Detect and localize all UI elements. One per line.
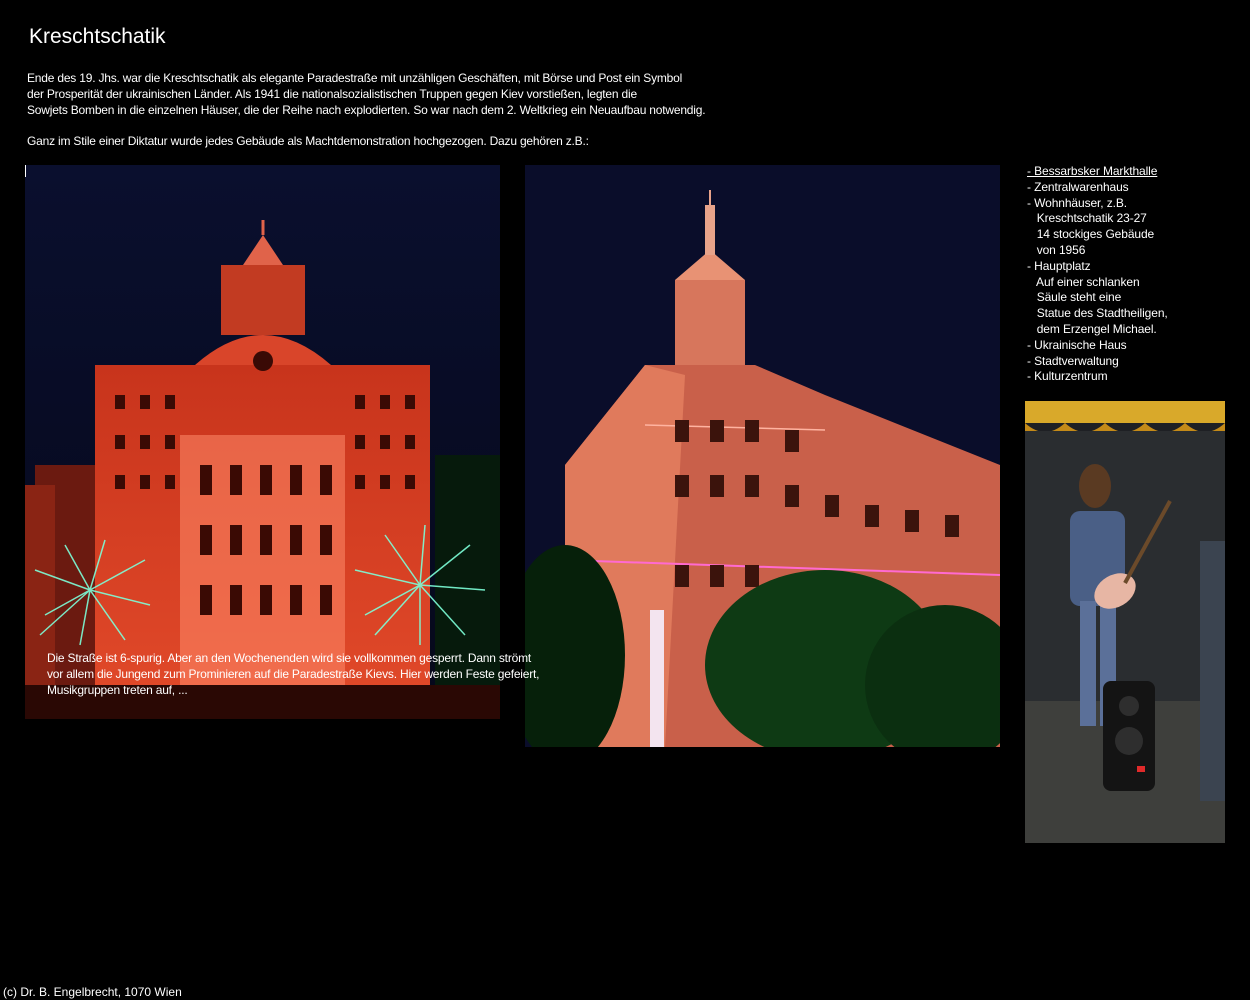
caption-line: vor allem die Jungend zum Prominieren auf die Paradestraße Kievs. Hier werden Feste gefeiert, [47, 667, 540, 681]
text-cursor [25, 165, 26, 177]
intro-line: Sowjets Bomben in die einzelnen Häuser, die der Reihe nach explodierten. So war nach dem 2. Weltkrieg ein Neuaufbau notwendig. [27, 103, 706, 117]
list-item: - Kulturzentrum [1027, 369, 1108, 384]
intro-paragraph [27, 70, 787, 118]
building-list [1027, 164, 1227, 385]
caption-line: Die Straße ist 6-spurig. Aber an den Wochenenden wird sie vollkommen gesperrt. Dann strömt [47, 651, 532, 665]
list-item: - Ukrainische Haus [1027, 337, 1127, 352]
intro-line: der Prosperität der ukrainischen Länder. Als 1941 die nationalsozialistischen Truppen gegen Kiev vorstießen, legten die [27, 87, 637, 101]
copyright-footer: (c) Dr. B. Engelbrecht, 1070 Wien [3, 985, 182, 999]
list-item: Säule steht eine [1027, 290, 1122, 305]
list-item: Kreschtschatik 23-27 [1027, 211, 1147, 226]
intro-paragraph-2: Ganz im Stile einer Diktatur wurde jedes Gebäude als Machtdemonstration hochgezogen. Dazu gehören z.B.: [27, 134, 589, 148]
list-item: - Zentralwarenhaus [1027, 179, 1129, 194]
intro-line: Ende des 19. Jhs. war die Kreschtschatik als elegante Paradestraße mit unzähligen Geschäften, mit Börse und Post ein Symbol [27, 71, 683, 85]
photo-caption [47, 650, 567, 698]
list-item: 14 stockiges Gebäude [1027, 227, 1155, 242]
page-title: Kreschtschatik [29, 25, 166, 48]
list-item: Statue des Stadtheiligen, [1027, 306, 1168, 321]
list-item: - Hauptplatz [1027, 258, 1091, 273]
list-item: - Wohnhäuser, z.B. [1027, 195, 1128, 210]
list-item: dem Erzengel Michael. [1027, 321, 1157, 336]
photo-building-fireworks [25, 165, 500, 719]
list-item: von 1956 [1027, 242, 1086, 257]
link-bessarbsker-markthalle[interactable]: - Bessarbsker Markthalle [1027, 164, 1158, 178]
list-item: - Stadtverwaltung [1027, 353, 1119, 368]
caption-line: Musikgruppen treten auf, ... [47, 683, 188, 697]
list-item: Auf einer schlanken [1027, 274, 1140, 289]
photo-street-musician [1025, 401, 1225, 843]
photo-corner-tower [525, 165, 1000, 747]
